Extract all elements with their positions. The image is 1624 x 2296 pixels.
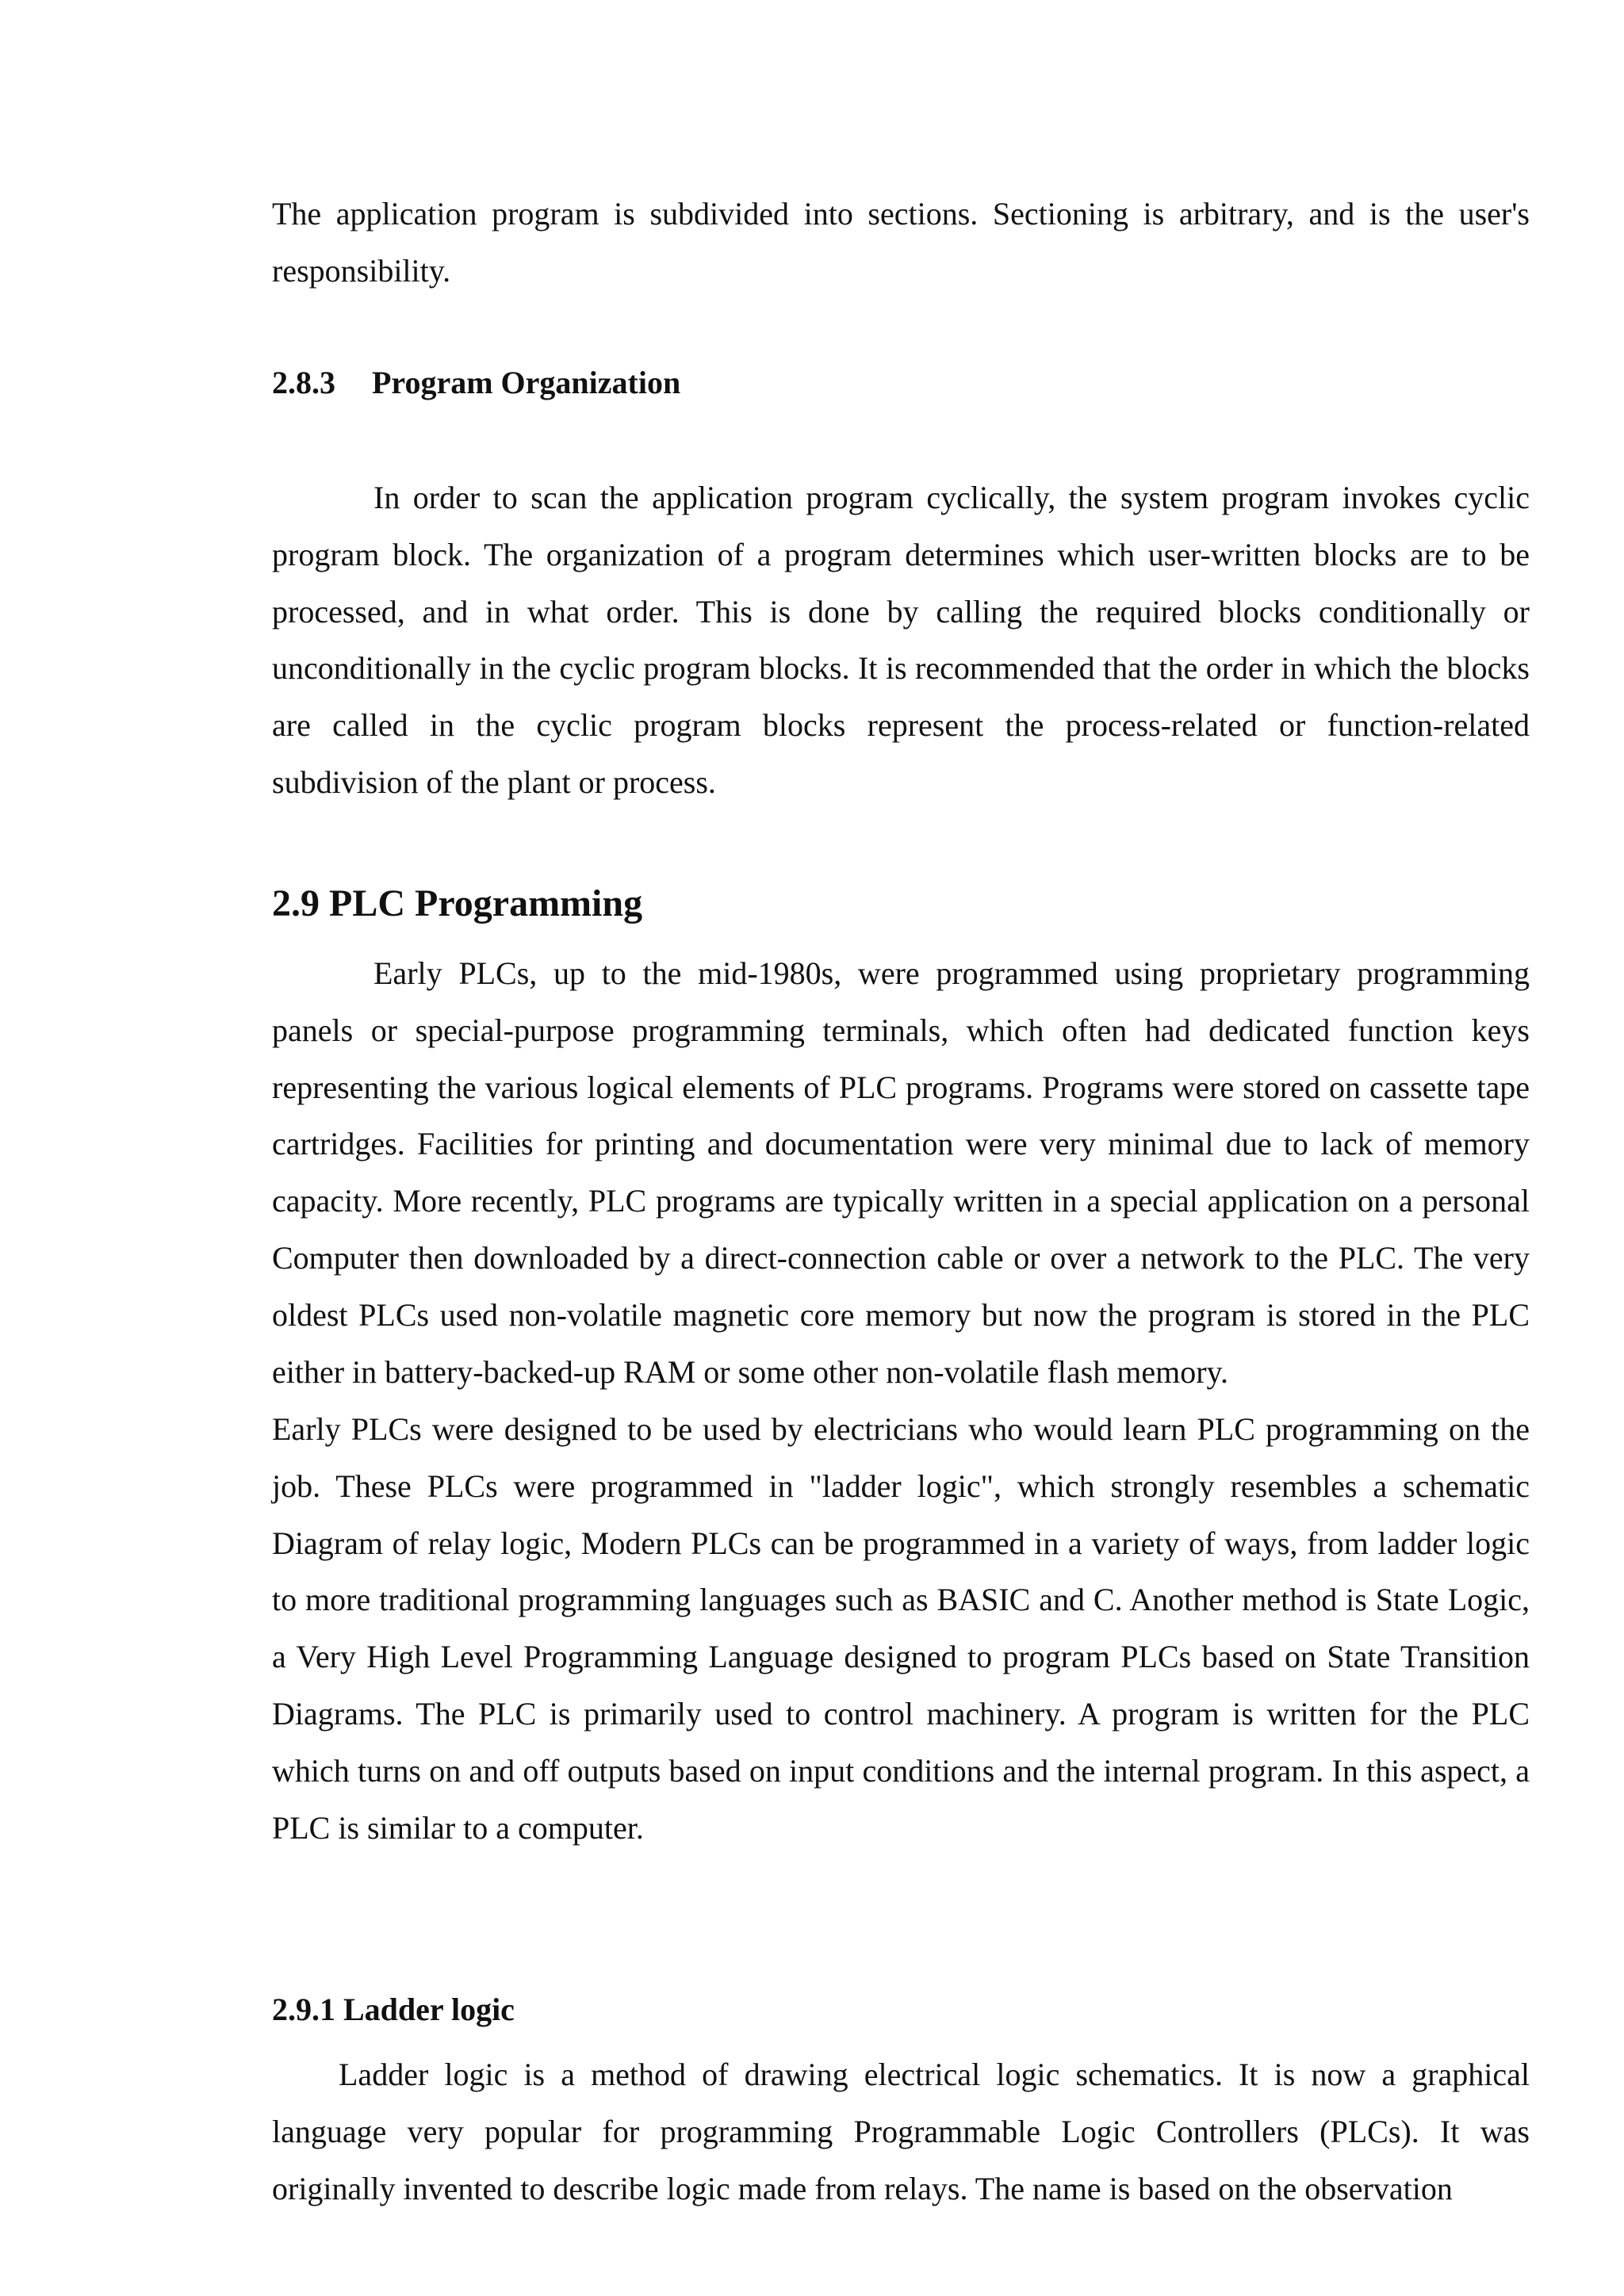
intro-paragraph: The application program is subdivided into sections. Sectioning is arbitrary, and is the user's responsibility. bbox=[272, 196, 1530, 289]
plc-programming-paragraph-1: Early PLCs, up to the mid-1980s, were programmed using proprietary programming panels or special-purpose programming terminals, which often had dedicated function keys representing the various logical elements of PLC programs. Programs were stored on cassette tape cartridges. Facilities for printing and documentation were very minimal due to lack of memory capacity. More recently, PLC programs are typically written in a special application on a personal Computer then downloaded by a direct-connection cable or over a network to the PLC. The very oldest PLCs used non-volatile magnetic core memory but now the program is stored in the PLC either in battery-backed-up RAM or some other non-volatile flash memory. bbox=[272, 955, 1530, 1390]
section-2-8-3-heading bbox=[272, 363, 1530, 403]
section-2-9-1-heading: 2.9.1 Ladder logic bbox=[272, 1992, 515, 2027]
section-title: Program Organization bbox=[372, 365, 681, 400]
program-organization-paragraph: In order to scan the application program cyclically, the system program invokes cyclic program block. The organization of a program determines which user-written blocks are to be processed, and in what order. This is done by calling the required blocks conditionally or unconditionally in the cyclic program blocks. It is recommended that the order in which the blocks are called in the cyclic program blocks represent the process-related or function-related subdivision of the plant or process. bbox=[272, 480, 1530, 800]
section-number: 2.8.3 bbox=[272, 365, 335, 400]
ladder-logic-paragraph: Ladder logic is a method of drawing electrical logic schematics. It is now a graphical language very popular for programming Programmable Logic Controllers (PLCs). It was originally invented to describe logic made from relays. The name is based on the observation bbox=[272, 2057, 1530, 2206]
plc-programming-paragraph-2: Early PLCs were designed to be used by electricians who would learn PLC programming on the job. These PLCs were programmed in "ladder logic", which strongly resembles a schematic Diagram of relay logic, Modern PLCs can be programmed in a variety of ways, from ladder logic to more traditional programming languages such as BASIC and C. Another method is State Logic, a Very High Level Programming Language designed to program PLCs based on State Transition Diagrams. The PLC is primarily used to control machinery. A program is written for the PLC which turns on and off outputs based on input conditions and the internal program. In this aspect, a PLC is similar to a computer. bbox=[272, 1411, 1530, 1846]
section-2-9-heading: 2.9 PLC Programming bbox=[272, 882, 643, 924]
